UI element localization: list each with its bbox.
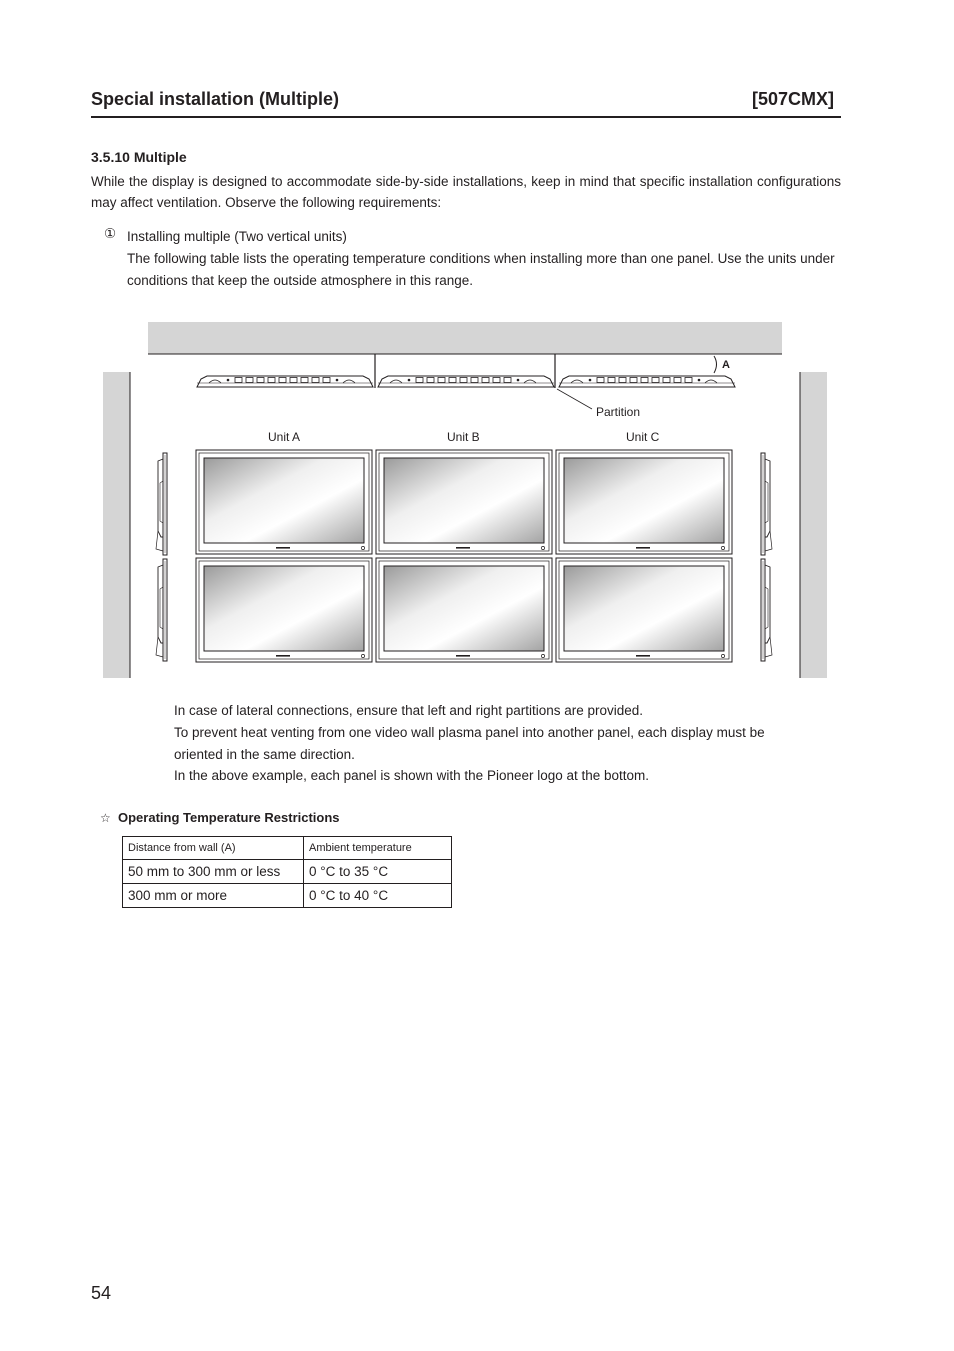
cell-temperature: 0 °C to 40 °C — [304, 884, 452, 908]
header-temperature: Ambient temperature — [304, 837, 452, 860]
temperature-title: Operating Temperature Restrictions — [118, 810, 340, 825]
item-number: ① — [104, 226, 117, 241]
installation-diagram — [100, 320, 830, 687]
header-distance: Distance from wall (A) — [123, 837, 304, 860]
note-heat-venting: To prevent heat venting from one video wall plasma panel into another panel, each display must be oriented in the same direction. — [174, 725, 765, 762]
temperature-table — [122, 836, 452, 908]
section-title: 3.5.10 Multiple — [91, 149, 187, 165]
section-intro: While the display is designed to accommodate side-by-side installations, keep in mind that specific installation configurations may affect ventilation. Observe the following requirements: — [91, 174, 841, 210]
cell-distance: 300 mm or more — [123, 884, 304, 908]
page-header-title: Special installation (Multiple) — [91, 89, 340, 109]
item-title: Installing multiple (Two vertical units) — [127, 229, 347, 244]
page-number: 54 — [91, 1283, 112, 1303]
table-header-row — [123, 837, 452, 860]
unit-c-label: Unit C — [626, 430, 660, 444]
partition-label: Partition — [596, 405, 641, 419]
table-row — [123, 884, 452, 908]
cell-temperature: 0 °C to 35 °C — [304, 860, 452, 884]
star-icon: ☆ — [100, 811, 111, 825]
unit-b-label: Unit B — [447, 430, 480, 444]
distance-a-label: A — [722, 359, 730, 371]
page-header-model: [507CMX] — [752, 89, 835, 109]
note-logo: In the above example, each panel is shown with the Pioneer logo at the bottom. — [174, 768, 650, 783]
item-body: The following table lists the operating temperature conditions when installing more than one panel. Use the units under conditions that keep the outside atmosphere in this range. — [127, 251, 835, 288]
cell-distance: 50 mm to 300 mm or less — [123, 860, 304, 884]
unit-a-label: Unit A — [268, 430, 301, 444]
table-row — [123, 860, 452, 884]
header-rule — [91, 116, 841, 118]
note-lateral: In case of lateral connections, ensure that left and right partitions are provided. — [174, 703, 644, 718]
